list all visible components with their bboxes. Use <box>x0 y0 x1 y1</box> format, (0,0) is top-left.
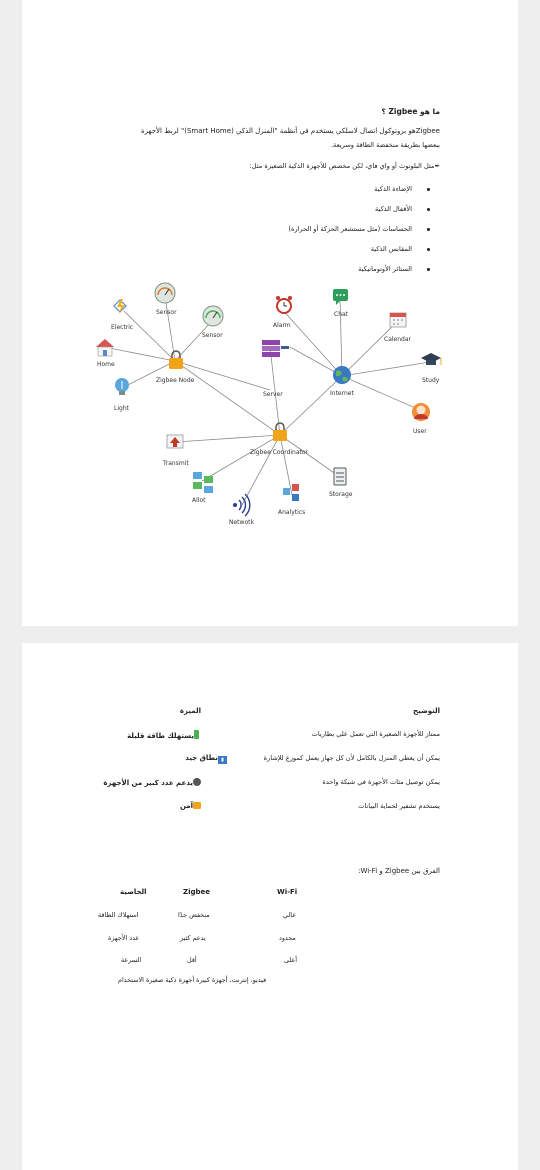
examples-intro-text: مثل البلوتوث أو واي فاي، لكن مخصص للأجهزة الذكية الصغيرة مثل: <box>249 162 435 170</box>
analytics-icon <box>283 484 299 501</box>
document-page-1 <box>22 0 518 626</box>
cmp-cell-property: عدد الأجهزة <box>108 934 140 942</box>
cmp-cell-zigbee: منخفض جدًا <box>178 911 210 919</box>
cmp-cell-property: استهلاك الطاقة <box>98 911 139 919</box>
sensor-gauge-icon <box>155 283 175 303</box>
node-label-allot: Allot <box>192 497 206 504</box>
node-label-zigbee-coordinator: Zigbee Coordinator <box>250 449 309 456</box>
zigbee-network-diagram <box>22 0 518 626</box>
signal-strength-icon: ▮ <box>218 756 227 764</box>
description-cell: يستخدم تشفير لحماية البيانات <box>358 802 440 810</box>
list-item: الحساسات (مثل مستشعر الحركة أو الحرارة) <box>288 225 412 233</box>
list-item: الإضاءة الذكية <box>374 185 412 193</box>
feature-cell <box>180 802 201 811</box>
node-label-sensor: Sensor <box>156 309 177 316</box>
connection-lines <box>104 296 430 505</box>
lock-icon <box>193 802 201 809</box>
feature-cell <box>127 730 199 741</box>
list-item: الأقفال الذكية <box>375 205 412 213</box>
node-label-user: User <box>413 428 427 435</box>
feature-text: يستهلك طاقة قليلة <box>127 732 194 740</box>
node-label-transmit: Transmit <box>163 460 189 467</box>
table-header-description: التوضيح <box>413 707 440 715</box>
description-cell: ممتاز للأجهزة الصغيرة التي تعمل على بطاريات <box>311 730 440 738</box>
description-cell: يمكن أن يغطي المنزل بالكامل لأن كل جهاز يعمل كموزع للإشارة <box>263 754 440 762</box>
feature-text: نطاق جيد <box>185 754 218 762</box>
cmp-header-zigbee: Zigbee <box>183 888 210 896</box>
list-item: المقابس الذكية <box>370 245 412 253</box>
home-icon <box>96 339 114 356</box>
table-header-feature: الميزة <box>179 707 201 715</box>
light-bulb-icon <box>115 378 129 395</box>
node-label-electric: Electric <box>111 324 134 331</box>
cmp-cell-wifi: أعلى <box>284 956 298 964</box>
node-label-chat: Chat <box>334 311 349 318</box>
intro-paragraph-line-1: Zigbeeهو بروتوكول اتصال لاسلكي يستخدم في أنظمة "المنزل الذكي (Smart Home)" لربط الأجهزة <box>140 127 440 135</box>
node-label-study: Study <box>422 377 440 384</box>
feature-text: آمن <box>179 802 193 810</box>
feature-cell <box>185 754 227 764</box>
wireless-signal-icon <box>233 494 250 516</box>
node-label-netwotk: Netwotk <box>229 519 254 526</box>
node-label-calendar: Calendar <box>384 336 411 343</box>
storage-icon <box>334 468 346 485</box>
cmp-header-property: الخاصية <box>120 888 147 896</box>
zigbee-node-lock-icon <box>169 351 183 369</box>
cmp-cell-zigbee: يدعم كثير <box>180 934 206 942</box>
node-label-light: Light <box>114 405 129 412</box>
document-page-2 <box>22 643 518 1170</box>
user-avatar-icon <box>412 403 430 421</box>
node-label-internet: Internet <box>330 390 354 397</box>
zigbee-coordinator-lock-icon <box>273 423 287 441</box>
node-label-storage: Storage <box>329 491 353 498</box>
list-item: الستائر الأوتوماتيكية <box>358 265 412 273</box>
sensor-gauge-icon <box>203 306 223 326</box>
allot-network-icon <box>193 472 213 493</box>
battery-icon <box>194 730 199 739</box>
feature-cell <box>103 778 201 788</box>
section-heading: ما هو Zigbee ؟ <box>381 107 440 116</box>
calendar-icon <box>390 313 406 327</box>
cmp-header-wifi: Wi-Fi <box>277 888 298 896</box>
device-support-icon <box>193 778 201 786</box>
alarm-clock-icon <box>276 296 292 313</box>
server-icon <box>262 340 289 357</box>
node-label-home: Home <box>97 361 115 368</box>
transmit-upload-icon <box>167 435 183 448</box>
node-label-alarm: Alarm <box>273 322 291 329</box>
pen-icon: ✒ <box>434 162 440 170</box>
intro-paragraph-line-2: ببعضها بطريقة منخفضة الطاقة وسريعة. <box>330 141 440 149</box>
node-label-zigbee-node: Zigbee Node <box>156 377 195 384</box>
node-label-analytics: Analytics <box>278 509 306 516</box>
node-label-server: Server <box>263 391 283 398</box>
comparison-title: الفرق بين Zigbee و Wi-Fi: <box>358 867 440 875</box>
cmp-cell-wifi: عالي <box>283 911 297 919</box>
usage-row: فيديو، إنترنت، أجهزة كبيرة أجهزة ذكية صغيرة الاستخدام <box>118 976 267 984</box>
cmp-cell-zigbee: أقل <box>187 956 197 964</box>
node-label-sensor: Sensor <box>202 332 223 339</box>
feature-text: يدعم عدد كبير من الأجهزة <box>103 779 193 787</box>
description-cell: يمكن توصيل مئات الأجهزة في شبكة واحدة <box>322 778 440 786</box>
cmp-cell-wifi: محدود <box>279 934 296 942</box>
cmp-cell-property: السرعة <box>121 956 142 964</box>
globe-icon <box>333 366 351 384</box>
